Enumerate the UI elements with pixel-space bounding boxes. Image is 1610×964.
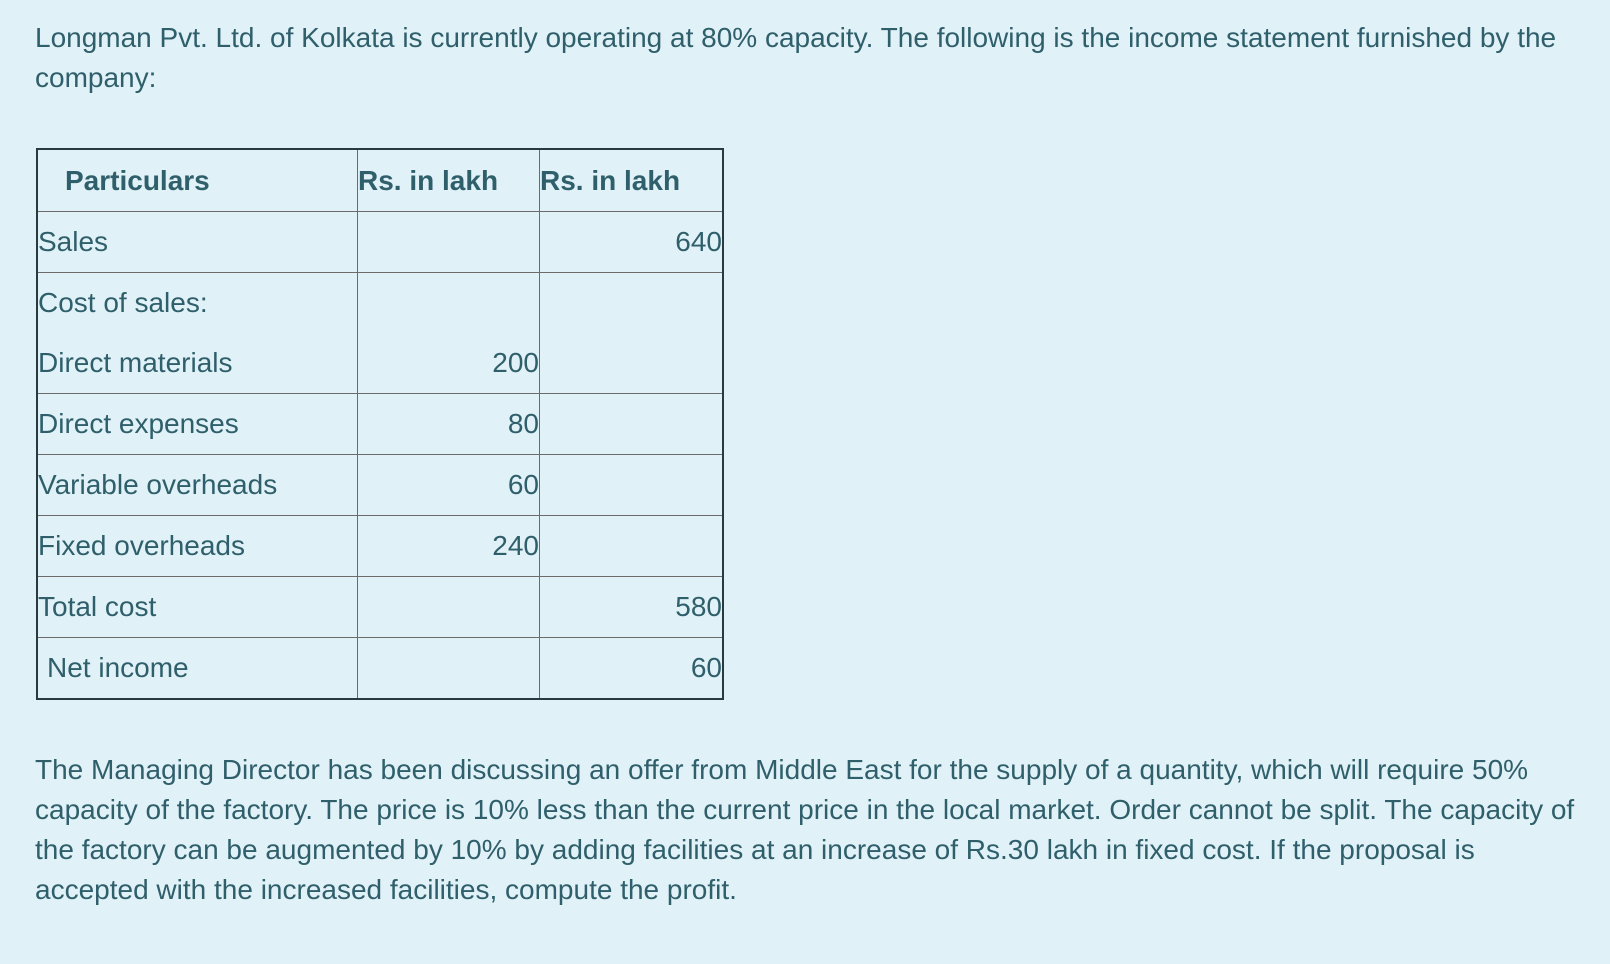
row-amount-2 <box>540 455 724 516</box>
row-amount-1: 60 <box>358 455 540 516</box>
row-amount-1: 240 <box>358 516 540 577</box>
row-label: Net income <box>37 638 358 700</box>
row-sublabel: Direct materials <box>38 347 233 378</box>
table-row <box>37 577 723 638</box>
row-amount-2: 580 <box>540 577 724 638</box>
row-amount-2: 60 <box>540 638 724 700</box>
table-row <box>37 516 723 577</box>
row-amount-1: 80 <box>358 394 540 455</box>
table-row <box>37 212 723 273</box>
row-amount-1 <box>358 577 540 638</box>
row-label: Fixed overheads <box>37 516 358 577</box>
table-row <box>37 394 723 455</box>
row-label: Variable overheads <box>37 455 358 516</box>
row-label: Sales <box>37 212 358 273</box>
table-header-row <box>37 149 723 212</box>
row-label: Direct expenses <box>37 394 358 455</box>
row-label: Total cost <box>37 577 358 638</box>
row-amount-1 <box>358 212 540 273</box>
row-amount-1: 200 <box>492 347 539 378</box>
table-row <box>37 455 723 516</box>
income-statement-table <box>36 148 724 700</box>
row-amount-2 <box>540 273 724 394</box>
row-amount-1-cell <box>358 273 540 394</box>
header-amount-1: Rs. in lakh <box>358 149 540 212</box>
row-amount-2 <box>540 394 724 455</box>
row-label: Cost of sales: <box>38 287 208 318</box>
table-row <box>37 638 723 700</box>
row-amount-1 <box>358 638 540 700</box>
row-amount-2: 640 <box>540 212 724 273</box>
problem-intro: Longman Pvt. Ltd. of Kolkata is currently operating at 80% capacity. The following is the income statement furnished by the company: <box>35 22 1557 93</box>
table-row <box>37 273 723 394</box>
header-particulars: Particulars <box>37 149 358 212</box>
header-amount-2: Rs. in lakh <box>540 149 724 212</box>
row-amount-2 <box>540 516 724 577</box>
problem-question: The Managing Director has been discussing an offer from Middle East for the supply of a quantity, which will require 50% capacity of the factory. The price is 10% less than the current price in the local market. Order cannot be split. The capacity of the factory can be augmented by 10% by adding facilities at an increase of Rs.30 lakh in fixed cost. If the proposal is accepted with the increased facilities, compute the profit. <box>35 754 1575 905</box>
row-label-group <box>37 273 358 394</box>
